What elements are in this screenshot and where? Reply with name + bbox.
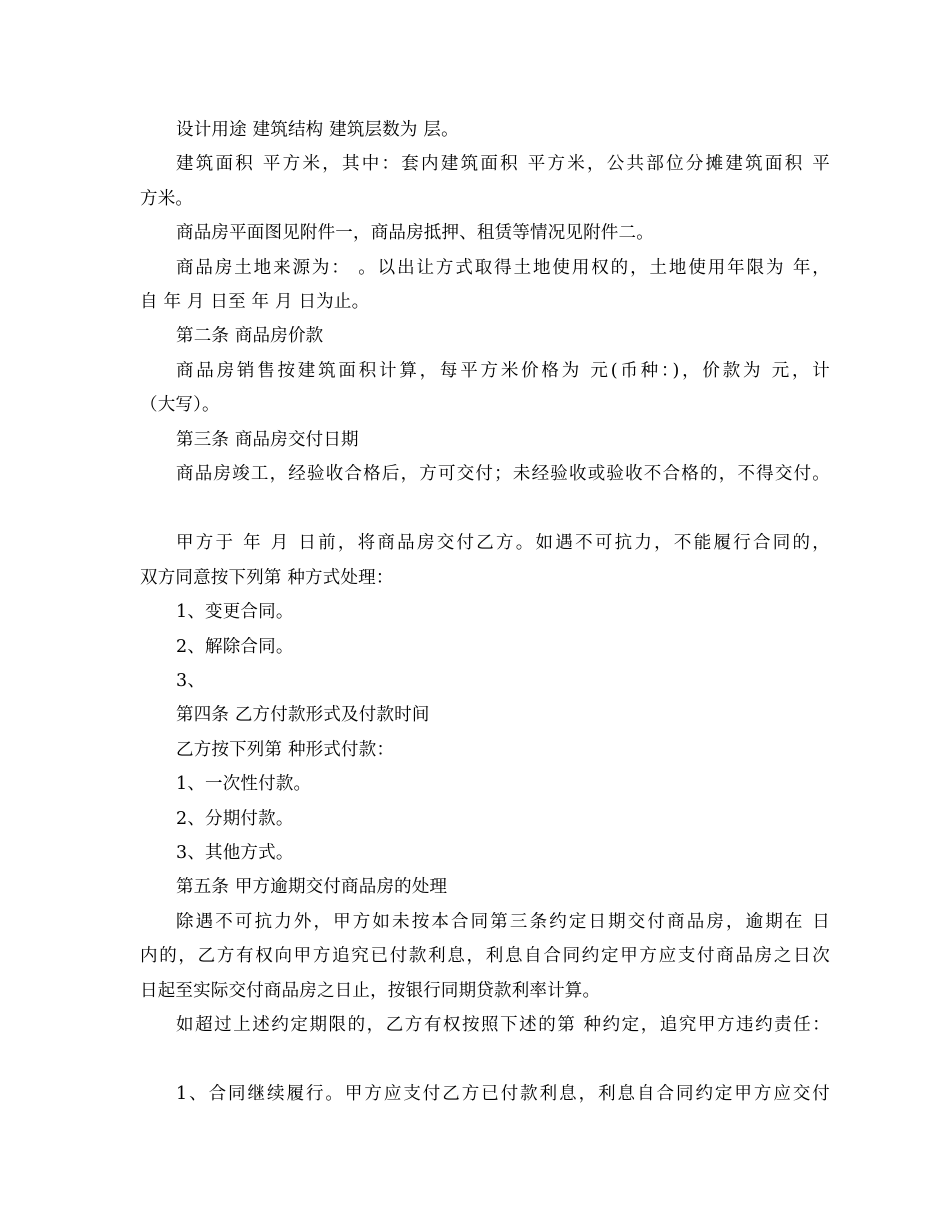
list-item: 2、分期付款。	[176, 809, 294, 829]
list-item: 3、	[176, 671, 206, 691]
para-line: 自 年 月 日至 年 月 日为止。	[140, 292, 370, 312]
para-line: 方米。	[140, 189, 194, 209]
list-item: 1、一次性付款。	[176, 774, 312, 794]
para-line: 甲方于 年 月 日前，将商品房交付乙方。如遇不可抗力，不能履行合同的，	[176, 533, 830, 553]
para-line: 1、合同继续履行。甲方应支付乙方已付款利息，利息自合同约定甲方应交付	[176, 1084, 830, 1104]
para-line: 日起至实际交付商品房之日止，按银行同期贷款利率计算。	[140, 981, 601, 1001]
para-line: 建筑面积 平方米，其中：套内建筑面积 平方米，公共部位分摊建筑面积 平	[176, 154, 830, 174]
list-item: 2、解除合同。	[176, 637, 294, 657]
para-line: 商品房销售按建筑面积计算，每平方米价格为 元(币种：)，价款为 元，计	[176, 361, 830, 381]
section-heading: 第三条 商品房交付日期	[176, 430, 359, 450]
section-heading: 第二条 商品房价款	[176, 326, 324, 346]
para-line: 除遇不可抗力外，甲方如未按本合同第三条约定日期交付商品房，逾期在 日	[176, 912, 830, 932]
section-heading: 第五条 甲方逾期交付商品房的处理	[176, 877, 448, 897]
para-line: 内的，乙方有权向甲方追究已付款利息，利息自合同约定甲方应支付商品房之日次	[140, 946, 830, 966]
list-item: 3、其他方式。	[176, 843, 294, 863]
para-line: （大写）。	[140, 395, 220, 415]
list-item: 1、变更合同。	[176, 602, 294, 622]
para-line: 如超过上述约定期限的，乙方有权按照下述的第 种约定，追究甲方违约责任：	[176, 1015, 830, 1035]
para-line: 商品房土地来源为： 。以出让方式取得土地使用权的，土地使用年限为 年，	[176, 258, 830, 278]
para-line: 双方同意按下列第 种方式处理：	[140, 568, 394, 588]
para-line: 乙方按下列第 种形式付款：	[176, 740, 395, 760]
section-heading: 第四条 乙方付款形式及付款时间	[176, 705, 430, 725]
para-line: 商品房竣工，经验收合格后，方可交付；未经验收或验收不合格的，不得交付。	[176, 464, 830, 484]
para-line: 商品房平面图见附件一，商品房抵押、租赁等情况见附件二。	[176, 223, 654, 243]
para-line: 设计用途 建筑结构 建筑层数为 层。	[176, 120, 459, 140]
